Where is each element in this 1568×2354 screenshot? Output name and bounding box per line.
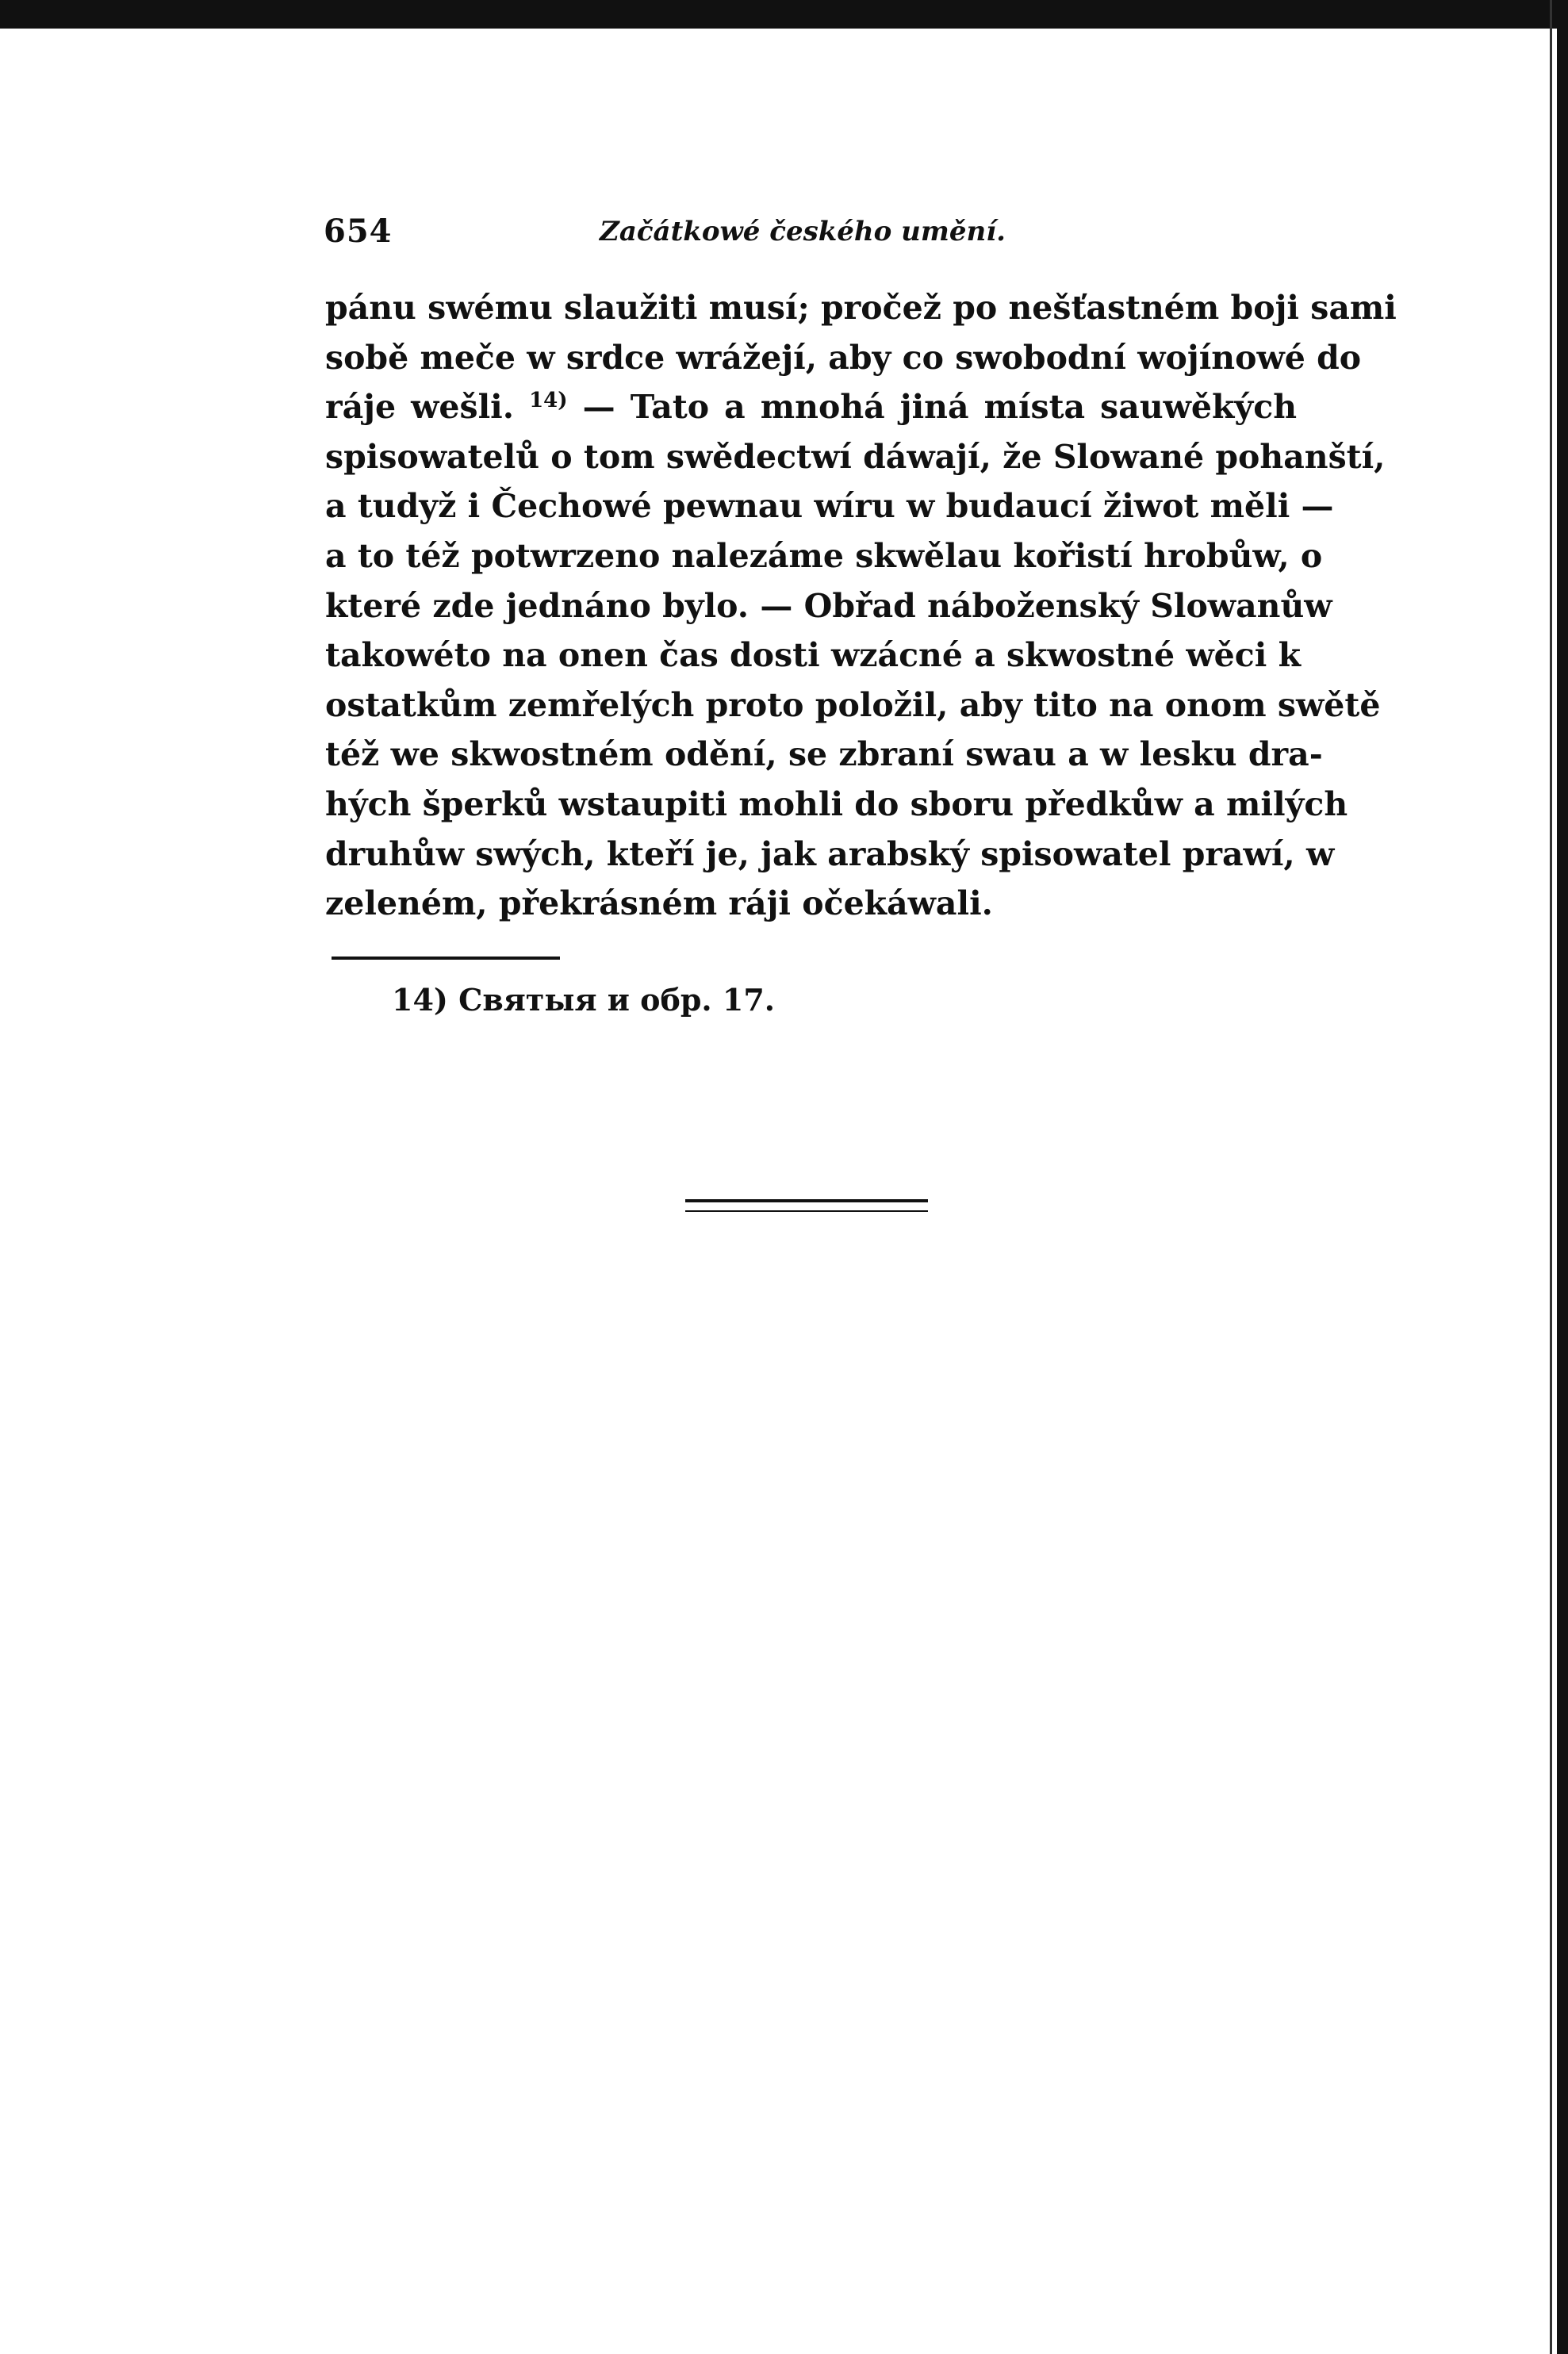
text-line-5: a tudyž i Čechowé pewnau wíru w budaucí žiwot měli — bbox=[325, 487, 1334, 526]
text-line-1: pánu swému slaužiti musí; pročež po nešťastném boji sami bbox=[325, 289, 1397, 327]
text-line-11: hých šperků wstaupiti mohli do sboru předkůw a milých bbox=[325, 784, 1348, 823]
text-line-4: spisowatelů o tom swědectwí dáwají, že Slowané pohanští, bbox=[325, 437, 1386, 476]
main-text-block bbox=[325, 283, 1397, 929]
text-line-7: které zde jednáno bylo. — Obřad náboženský Slowanůw bbox=[325, 586, 1332, 625]
text-line-3 bbox=[325, 382, 1297, 432]
text-line-3-start: ráje wešli. bbox=[325, 388, 515, 427]
scan-right-edge-line bbox=[1550, 0, 1552, 2354]
page-header bbox=[324, 213, 1291, 260]
text-line-6: a to též potwrzeno nalezáme skwělau kořistí hrobůw, o bbox=[325, 536, 1323, 575]
running-title: Začátkowé českého umění. bbox=[600, 216, 1006, 247]
end-of-chapter-rule bbox=[685, 1199, 928, 1212]
scan-top-border bbox=[0, 0, 1568, 29]
text-line-10: též we skwostném odění, se zbraní swau a w lesku dra- bbox=[325, 735, 1323, 774]
text-line-13: zeleném, překrásném ráji očekáwali. bbox=[325, 884, 993, 923]
page-number: 654 bbox=[324, 213, 393, 250]
text-line-8: takowéto na onen čas dosti wzácné a skwostné wěci k bbox=[325, 636, 1301, 675]
footnote-reference: 14) bbox=[529, 389, 568, 413]
text-line-3-end: — Tato a mnohá jiná místa sauwěkých bbox=[582, 388, 1298, 427]
footnote: 14) Святыя и обр. 17. bbox=[392, 982, 775, 1018]
text-line-9: ostatkům zemřelých proto položil, aby tito na onom swětě bbox=[325, 685, 1381, 724]
scan-right-border bbox=[1557, 0, 1568, 2354]
footnote-rule bbox=[332, 957, 560, 960]
text-line-2: sobě meče w srdce wrážejí, aby co swobodní wojínowé do bbox=[325, 338, 1362, 377]
text-line-12: druhůw swých, kteří je, jak arabský spisowatel prawí, w bbox=[325, 834, 1335, 873]
